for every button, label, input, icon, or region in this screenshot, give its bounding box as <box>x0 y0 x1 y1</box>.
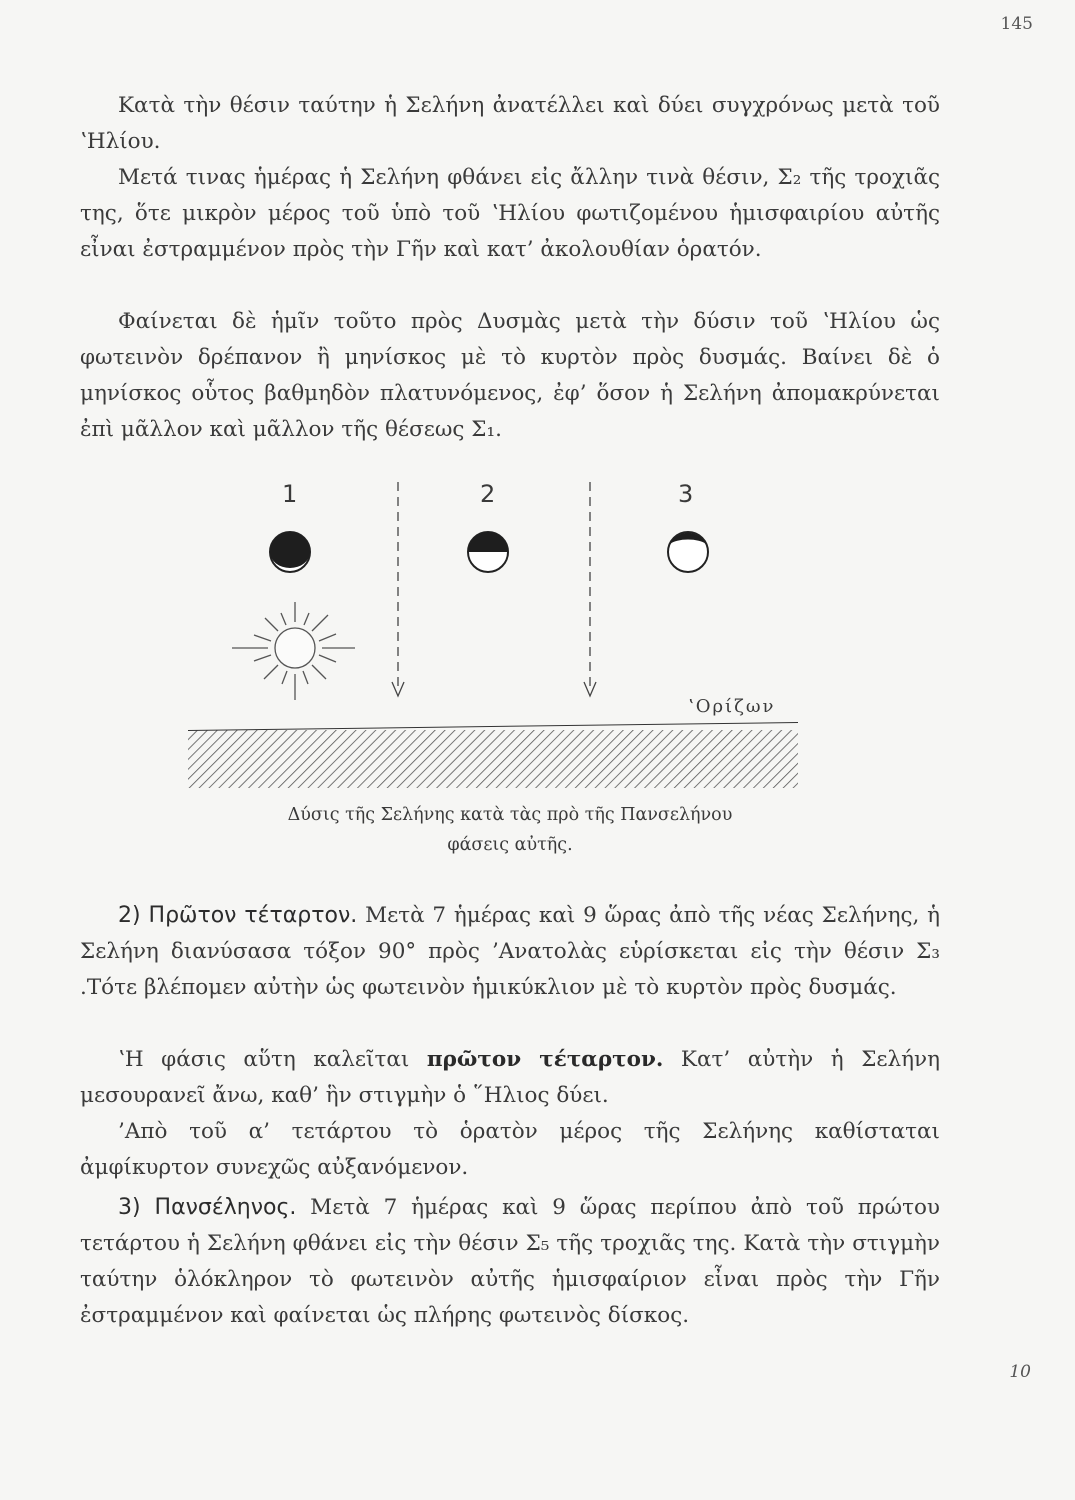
first-quarter-text: Μετὰ 7 ἡμέρας καὶ 9 ὥρας ἀπὸ τῆς νέας Σελήνης, ἡ Σελήνη διανύσασα τόξον 90° πρὸς ’Ανατολὰς εὑρίσκεται εἰς τὴν θέσιν Σ₃ .Τότε βλέπομεν αὐτὴν ὡς φωτεινὸν ἡμικύκλιον μὲ τὸ κυρτὸν πρὸς δυσμάς. <box>80 903 940 1000</box>
folio: 10 <box>1009 1362 1031 1382</box>
figure-caption-line-1: Δύσις τῆς Σελήνης κατὰ τὰς πρὸ τῆς Πανσελήνου <box>287 805 733 825</box>
moon-phase-2-icon <box>468 532 508 572</box>
page-number: 145 <box>1000 14 1033 34</box>
moon-phase-3-icon <box>668 532 708 572</box>
moon-phases-diagram <box>170 470 810 800</box>
ray-line-2 <box>584 482 596 696</box>
moon-phase-1-icon <box>270 532 310 572</box>
paragraph-full-moon <box>80 1190 940 1334</box>
phase-label-1: 1 <box>282 480 298 508</box>
phase-name-intro: ʽΗ φάσις αὕτη καλεῖται <box>118 1047 427 1072</box>
paragraph-gibbous: ’Απὸ τοῦ α’ τετάρτου τὸ ὁρατὸν μέρος τῆς Σελήνης καθίσταται ἀμφίκυρτον συνεχῶς αὐξανόμενον. <box>80 1119 940 1180</box>
paragraph-position-s2: Μετά τινας ἡμέρας ἡ Σελήνη φθάνει εἰς ἄλλην τινὰ θέσιν, Σ₂ τῆς τροχιᾶς της, ὅτε μικρὸν μέρος τοῦ ὑπὸ τοῦ ʽΗλίου φωτιζομένου ἡμισφαιρίου αὐτῆς εἶναι ἐστραμμένον πρὸς τὴν Γῆν καὶ κατ’ ἀκολουθίαν ὁρατόν. <box>80 165 940 262</box>
phase-name-rest: Κατ’ αὐτὴν ἡ Σελήνη μεσουρανεῖ ἄνω, καθ’ ἣν στιγμὴν ὁ ῞Ηλιος δύει. <box>80 1047 941 1108</box>
section-heading-full-moon: 3) Πανσέληνος. <box>118 1195 297 1220</box>
paragraph-first-quarter <box>80 898 940 1006</box>
section-heading-first-quarter: 2) Πρῶτον τέταρτον. <box>118 903 358 928</box>
sun-icon <box>232 602 355 700</box>
ray-line-1 <box>392 482 404 696</box>
horizon-label: ʽΟρίζων <box>688 696 776 717</box>
full-moon-text: Μετὰ 7 ἡμέρας καὶ 9 ὥρας περίπου ἀπὸ τοῦ πρώτου τετάρτου ἡ Σελήνη φθάνει εἰς τὴν θέσιν Σ₅ τῆς τροχιᾶς της. Κατὰ τὴν στιγμὴν ταύτην ὁλόκληρον τὸ φωτεινὸν αὐτῆς ἡμισφαίριον εἶναι πρὸς τὴν Γῆν ἐστραμμένον καὶ φαίνεται ὡς πλήρης φωτεινὸς δίσκος. <box>80 1195 941 1328</box>
paragraph-sun-moon: Κατὰ τὴν θέσιν ταύτην ἡ Σελήνη ἀνατέλλει καὶ δύει συγχρόνως μετὰ τοῦ ʽΗλίου. <box>80 93 940 154</box>
paragraph-first-quarter-phase <box>80 1042 940 1114</box>
figure-caption-line-2: φάσεις αὐτῆς. <box>447 835 573 855</box>
ground-top-mask <box>188 720 798 730</box>
ground-hatch <box>188 730 798 788</box>
phase-label-3: 3 <box>678 480 694 508</box>
phase-label-2: 2 <box>480 480 496 508</box>
paragraph-crescent: Φαίνεται δὲ ἡμῖν τοῦτο πρὸς Δυσμὰς μετὰ τὴν δύσιν τοῦ ʽΗλίου ὡς φωτεινὸν δρέπανον ἢ μηνίσκος μὲ τὸ κυρτὸν πρὸς δυσμάς. Βαίνει δὲ ὁ μηνίσκος οὗτος βαθμηδὸν πλατυνόμενος, ἐφ’ ὅσον ἡ Σελήνη ἀπομακρύνεται ἐπὶ μᾶλλον καὶ μᾶλλον τῆς θέσεως Σ₁. <box>80 309 940 442</box>
phase-name-bold: πρῶτον τέταρτον. <box>426 1047 664 1072</box>
